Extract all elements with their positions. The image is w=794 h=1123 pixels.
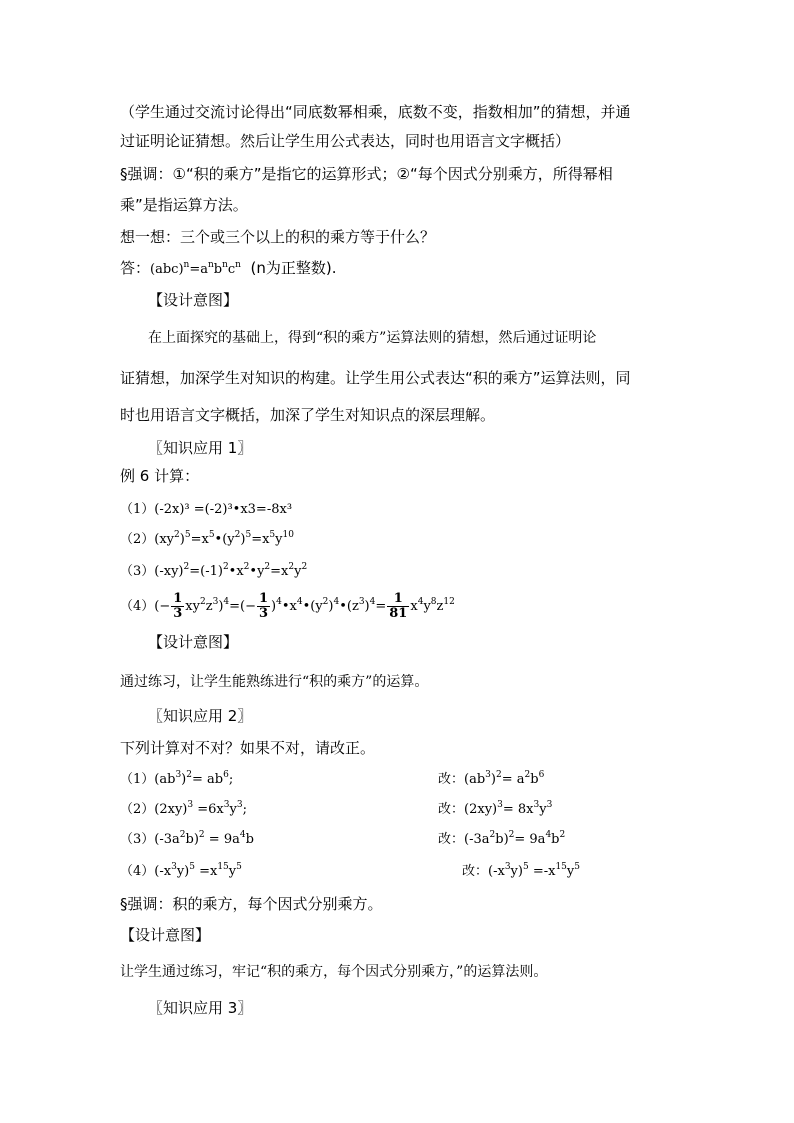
knowledge-application-1: 〖知识应用 1〗: [148, 439, 253, 457]
judge-item-4: $(4)(-x^3y)^5 =x^{15}y^5$ 改：$(-x^3y)^5 =-x^{15}y^5$: [120, 862, 680, 882]
knowledge-application-3: 〖知识应用 3〗: [148, 999, 253, 1017]
judge-prompt: 下列计算对不对？如果不对，请改正。: [120, 739, 376, 757]
answer-line: 答：$(abc)^n=a^nb^nc^n$ (n为正整数).: [120, 259, 337, 277]
design-text-1-line-1: 在上面探究的基础上，得到“积的乘方”运算法则的猜想，然后通过证明论: [148, 330, 597, 346]
correction-1: 改：$(ab^3)^2= a^2b^6$: [438, 770, 545, 787]
fraction-one-third-2: $\frac{1}{3}$: [258, 591, 269, 621]
emphasis-line-1: §强调：①“积的乘方”是指它的运算形式；②“每个因式分别乘方，所得幂相: [120, 165, 613, 183]
design-text-1-line-3: 时也用语言文字概括，加深了学生对知识点的深层理解。: [120, 406, 496, 424]
design-heading-2: 【设计意图】: [148, 633, 239, 651]
think-question: 想一想：三个或三个以上的积的乘方等于什么？: [120, 228, 436, 246]
correction-3: 改：$(-3a^2b)^2= 9a^4b^2$: [438, 830, 566, 847]
design-heading-1: 【设计意图】: [148, 291, 239, 309]
answer-formula: $(abc)^n=a^nb^nc^n$: [150, 260, 241, 277]
calc-item-2: $(2)(xy^2)^5=x^5•(y^2)^5=x^5y^{10}$: [120, 530, 294, 547]
fraction-one-eighty-first: $\frac{1}{81}$: [389, 591, 408, 621]
intro-line-1: （学生通过交流讨论得出“同底数幂相乘，底数不变，指数相加”的猜想，并通: [120, 103, 631, 121]
calc-item-1: （1）(-2x)³ =(-2)³•x3=-8x³: [120, 502, 293, 517]
design-heading-3: 【设计意图】: [120, 926, 211, 944]
calc-item-4: （4）(− $\frac{1}{3}$ $xy^2z^3)^4=(-$ $\frac{1}{3}$ )$^4•x^4•(y^2)^4•(z^3)^4=$ $\frac{1}{81}$ $x^4y^8z^{12}$: [120, 591, 455, 621]
knowledge-application-2: 〖知识应用 2〗: [148, 707, 253, 725]
judge-item-1: $(1)(ab^3)^2= ab^6$; 改：$(ab^3)^2= a^2b^6$: [120, 770, 680, 790]
correction-2: 改：$(2xy)^3= 8x^3y^3$: [438, 800, 553, 817]
fraction-one-third: $\frac{1}{3}$: [173, 591, 183, 621]
judge-item-3: $(3)(-3a^2b)^2 = 9a^4b$ 改：$(-3a^2b)^2= 9a^4b^2$: [120, 830, 680, 850]
emphasis-2: §强调：积的乘方，每个因式分别乘方。: [120, 895, 383, 913]
emphasis-line-2: 乘”是指运算方法。: [120, 196, 248, 214]
judge-item-2: $(2)(2xy)^3 =6x^3y^3$; 改：$(2xy)^3= 8x^3y^3$: [120, 800, 680, 820]
correction-4: 改：$(-x^3y)^5 =-x^{15}y^5$: [462, 862, 580, 879]
design-text-1-line-2: 证猜想，加深学生对知识的构建。让学生用公式表达“积的乘方”运算法则，同: [120, 369, 631, 387]
design-text-2: 通过练习，让学生能熟练进行“积的乘方”的运算。: [120, 674, 429, 690]
intro-line-2: 过证明论证猜想。然后让学生用公式表达，同时也用语言文字概括）: [120, 132, 571, 150]
design-text-3: 让学生通过练习，牢记“积的乘方，每个因式分别乘方，”的运算法则。: [120, 964, 548, 980]
calc-item-3: $(3)(-xy)^2=(-1)^2•x^2•y^2=x^2y^2$: [120, 562, 308, 579]
example-6-title: 例 6 计算：: [120, 467, 200, 485]
